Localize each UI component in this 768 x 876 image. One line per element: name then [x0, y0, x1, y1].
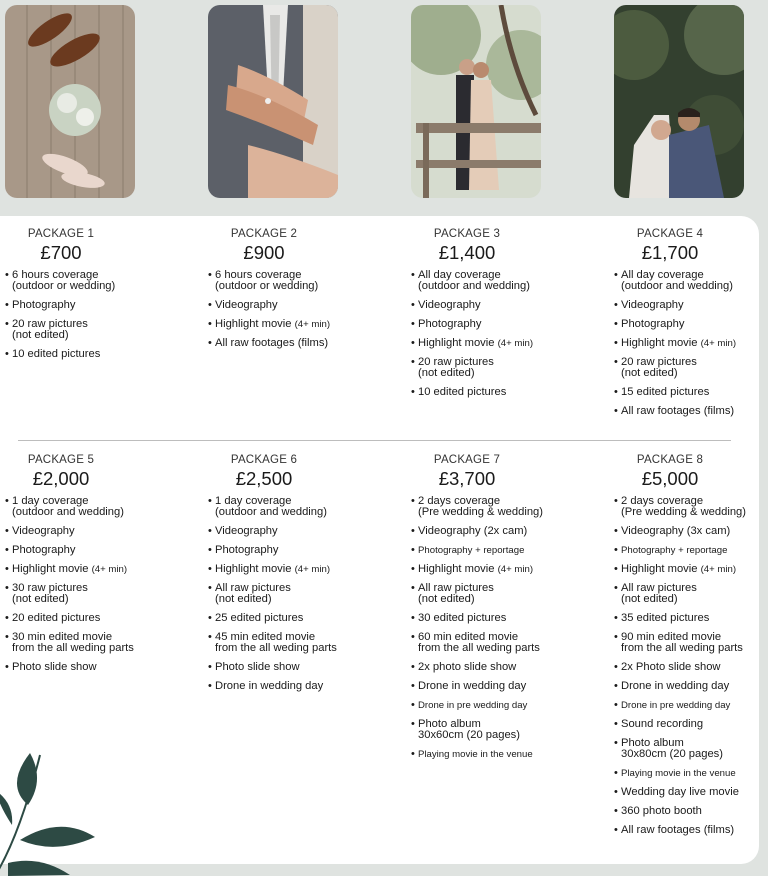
feature-item	[614, 338, 768, 349]
feature-line	[621, 526, 768, 537]
feature-text: Highlight movie	[418, 337, 495, 349]
feature-item	[614, 583, 768, 605]
feature-line	[418, 545, 581, 556]
feature-line	[621, 613, 768, 624]
feature-line	[215, 338, 378, 349]
feature-text: 60 min edited movie	[418, 631, 519, 643]
feature-text: 10 edited pictures	[12, 348, 101, 360]
package-7	[411, 454, 581, 768]
feature-subtext: (Pre wedding & wedding)	[418, 506, 543, 518]
feature-text: 30 min edited movie	[12, 631, 113, 643]
feature-line	[621, 700, 768, 711]
feature-line	[215, 545, 378, 556]
feature-item	[614, 632, 768, 654]
feature-text: 30 edited pictures	[418, 612, 507, 624]
feature-text: Videography (3x cam)	[621, 525, 731, 537]
feature-item	[614, 319, 768, 330]
feature-item	[614, 270, 768, 292]
package-name: PACKAGE 1	[27, 228, 95, 240]
package-price: £700	[40, 242, 82, 263]
feature-item	[5, 319, 175, 341]
feature-item	[614, 526, 768, 537]
package-3	[411, 228, 581, 406]
feature-text: All day coverage	[418, 269, 501, 281]
feature-item	[614, 564, 768, 575]
feature-subtext: (outdoor and wedding)	[418, 280, 530, 292]
feature-subtext: (outdoor and wedding)	[12, 506, 124, 518]
feature-list	[411, 270, 581, 398]
feature-item	[5, 564, 175, 575]
feature-subtext: (not edited)	[418, 367, 475, 379]
feature-item	[208, 681, 378, 692]
feature-item	[614, 662, 768, 673]
package-price: £2,000	[32, 468, 90, 489]
feature-line	[215, 613, 378, 624]
feature-line	[12, 349, 175, 360]
feature-line	[12, 613, 175, 624]
feature-item	[614, 357, 768, 379]
feature-text: 1 day coverage	[12, 495, 89, 507]
package-name: PACKAGE 2	[230, 228, 298, 240]
feature-item	[411, 583, 581, 605]
feature-item	[411, 319, 581, 330]
feature-item	[208, 319, 378, 330]
feature-text: 360 photo booth	[621, 805, 702, 817]
feature-subtext: (outdoor and wedding)	[621, 280, 733, 292]
feature-list	[208, 496, 378, 692]
feature-item	[411, 270, 581, 292]
feature-subtext: from the all weding parts	[621, 642, 743, 654]
feature-note: Drone in pre wedding day	[621, 700, 731, 711]
feature-item	[614, 787, 768, 798]
feature-item	[411, 632, 581, 654]
feature-line	[418, 564, 581, 575]
feature-line	[418, 300, 581, 311]
couple-in-garden-photo	[614, 5, 744, 198]
feature-text: Drone in wedding day	[215, 680, 324, 692]
feature-text: Photo slide show	[215, 661, 300, 673]
feature-text: Photo slide show	[12, 661, 97, 673]
feature-line	[215, 319, 378, 330]
feature-item	[5, 270, 175, 292]
feature-item	[208, 526, 378, 537]
feature-line	[418, 662, 581, 673]
feature-text: Highlight movie	[621, 337, 698, 349]
package-price: £1,700	[641, 242, 699, 263]
feature-text: Photography	[215, 544, 279, 556]
feature-text: 2x photo slide show	[418, 661, 517, 673]
feature-text: Highlight movie	[215, 318, 292, 330]
feature-text: 30 raw pictures	[12, 582, 88, 594]
feature-line	[621, 768, 768, 779]
feature-text: Videography	[621, 299, 684, 311]
feature-note: (4+ min)	[700, 338, 737, 349]
feature-note: (4+ min)	[497, 564, 534, 575]
feature-item	[5, 632, 175, 654]
package-4	[614, 228, 768, 425]
feature-item	[5, 613, 175, 624]
package-name: PACKAGE 7	[433, 454, 501, 466]
feature-subtext: (outdoor or wedding)	[215, 280, 319, 292]
feature-note: (4+ min)	[497, 338, 534, 349]
shoes-and-bouquet-photo	[5, 5, 135, 198]
package-name: PACKAGE 3	[433, 228, 501, 240]
feature-subtext: 30x80cm (20 pages)	[621, 748, 723, 760]
feature-item	[411, 749, 581, 760]
photo-strip	[0, 0, 768, 220]
feature-text: Videography	[215, 525, 278, 537]
feature-subtext: (not edited)	[215, 593, 272, 605]
feature-list	[5, 496, 175, 673]
feature-item	[411, 700, 581, 711]
feature-item	[5, 526, 175, 537]
feature-item	[208, 270, 378, 292]
feature-text: 20 raw pictures	[12, 318, 88, 330]
feature-subtext: (not edited)	[12, 593, 69, 605]
feature-text: All day coverage	[621, 269, 704, 281]
feature-line	[621, 719, 768, 730]
feature-list	[614, 496, 768, 836]
feature-item	[411, 564, 581, 575]
package-price: £1,400	[438, 242, 496, 263]
feature-item	[614, 300, 768, 311]
feature-item	[411, 613, 581, 624]
package-price: £3,700	[438, 468, 496, 489]
feature-text: 20 edited pictures	[12, 612, 101, 624]
package-name: PACKAGE 4	[636, 228, 704, 240]
feature-item	[614, 768, 768, 779]
feature-item	[208, 545, 378, 556]
feature-text: Photography	[418, 318, 482, 330]
feature-item	[208, 613, 378, 624]
feature-item	[208, 338, 378, 349]
feature-text: Highlight movie	[621, 563, 698, 575]
feature-line	[418, 338, 581, 349]
package-name: PACKAGE 6	[230, 454, 298, 466]
feature-text: Videography (2x cam)	[418, 525, 528, 537]
feature-item	[5, 662, 175, 673]
feature-item	[5, 583, 175, 605]
feature-line	[12, 662, 175, 673]
feature-item	[411, 681, 581, 692]
feature-item	[5, 496, 175, 518]
feature-item	[411, 387, 581, 398]
feature-note: (4+ min)	[91, 564, 128, 575]
feature-text: 6 hours coverage	[12, 269, 99, 281]
feature-text: 20 raw pictures	[621, 356, 697, 368]
feature-line	[12, 545, 175, 556]
feature-text: Photo album	[621, 737, 684, 749]
feature-item	[208, 564, 378, 575]
feature-subtext: from the all weding parts	[418, 642, 540, 654]
feature-item	[208, 496, 378, 518]
feature-note: (4+ min)	[700, 564, 737, 575]
package-2	[208, 228, 378, 357]
feature-subtext: (outdoor and wedding)	[215, 506, 327, 518]
feature-subtext: (outdoor or wedding)	[12, 280, 116, 292]
feature-text: 2x Photo slide show	[621, 661, 721, 673]
feature-line	[215, 300, 378, 311]
feature-text: Wedding day live movie	[621, 786, 739, 798]
feature-list	[5, 270, 175, 360]
feature-line	[621, 319, 768, 330]
feature-item	[411, 300, 581, 311]
feature-item	[5, 300, 175, 311]
hands-with-rings-photo	[208, 5, 338, 198]
couple-on-bridge-photo	[411, 5, 541, 198]
feature-subtext: (not edited)	[418, 593, 475, 605]
feature-line	[621, 662, 768, 673]
package-price: £900	[243, 242, 285, 263]
feature-item	[411, 662, 581, 673]
feature-text: 2 days coverage	[418, 495, 501, 507]
feature-list	[614, 270, 768, 417]
package-name: PACKAGE 5	[27, 454, 95, 466]
feature-item	[614, 406, 768, 417]
feature-item	[614, 806, 768, 817]
feature-subtext: from the all weding parts	[215, 642, 337, 654]
feature-line	[418, 700, 581, 711]
feature-text: 6 hours coverage	[215, 269, 302, 281]
feature-text: Drone in wedding day	[418, 680, 527, 692]
feature-line	[621, 787, 768, 798]
package-8	[614, 454, 768, 844]
feature-note: Playing movie in the venue	[418, 749, 533, 760]
feature-line	[621, 338, 768, 349]
feature-item	[614, 387, 768, 398]
feature-line	[418, 526, 581, 537]
feature-item	[411, 357, 581, 379]
feature-note: Playing movie in the venue	[621, 768, 736, 779]
feature-line	[418, 749, 581, 760]
package-price: £5,000	[641, 468, 699, 489]
feature-text: Photo album	[418, 718, 481, 730]
feature-item	[208, 632, 378, 654]
feature-item	[411, 496, 581, 518]
feature-item	[411, 719, 581, 741]
feature-text: All raw pictures	[621, 582, 697, 594]
feature-line	[621, 681, 768, 692]
feature-item	[5, 545, 175, 556]
feature-text: 45 min edited movie	[215, 631, 316, 643]
feature-text: 10 edited pictures	[418, 386, 507, 398]
feature-text: 15 edited pictures	[621, 386, 710, 398]
package-1	[5, 228, 175, 368]
feature-text: Highlight movie	[12, 563, 89, 575]
feature-line	[418, 613, 581, 624]
feature-line	[621, 545, 768, 556]
feature-text: All raw footages (films)	[621, 824, 735, 836]
feature-line	[621, 387, 768, 398]
feature-note: Drone in pre wedding day	[418, 700, 528, 711]
feature-text: Photography	[12, 299, 76, 311]
feature-subtext: 30x60cm (20 pages)	[418, 729, 520, 741]
feature-line	[12, 564, 175, 575]
feature-item	[411, 545, 581, 556]
feature-subtext: (not edited)	[621, 367, 678, 379]
feature-subtext: (Pre wedding & wedding)	[621, 506, 746, 518]
feature-item	[614, 700, 768, 711]
feature-text: Sound recording	[621, 718, 704, 730]
feature-text: Videography	[12, 525, 75, 537]
feature-line	[215, 564, 378, 575]
feature-item	[208, 662, 378, 673]
feature-text: 35 edited pictures	[621, 612, 710, 624]
package-5	[5, 454, 175, 681]
feature-line	[215, 681, 378, 692]
feature-item	[208, 300, 378, 311]
feature-line	[215, 662, 378, 673]
feature-line	[12, 300, 175, 311]
package-name: PACKAGE 8	[636, 454, 704, 466]
feature-text: All raw pictures	[215, 582, 291, 594]
feature-line	[621, 300, 768, 311]
feature-text: 2 days coverage	[621, 495, 704, 507]
feature-text: Photography	[621, 318, 685, 330]
feature-list	[208, 270, 378, 349]
feature-line	[621, 806, 768, 817]
feature-text: Highlight movie	[418, 563, 495, 575]
feature-line	[621, 564, 768, 575]
feature-note: (4+ min)	[294, 564, 331, 575]
feature-text: Drone in wedding day	[621, 680, 730, 692]
feature-text: Videography	[418, 299, 481, 311]
feature-item	[411, 338, 581, 349]
package-6	[208, 454, 378, 700]
feature-line	[418, 319, 581, 330]
feature-item	[614, 613, 768, 624]
feature-subtext: (not edited)	[621, 593, 678, 605]
feature-line	[621, 406, 768, 417]
feature-text: All raw pictures	[418, 582, 494, 594]
feature-text: Videography	[215, 299, 278, 311]
feature-text: All raw footages (films)	[215, 337, 329, 349]
feature-note: Photography + reportage	[621, 545, 728, 556]
feature-line	[215, 526, 378, 537]
package-price: £2,500	[235, 468, 293, 489]
feature-line	[12, 526, 175, 537]
feature-item	[614, 825, 768, 836]
feature-text: All raw footages (films)	[621, 405, 735, 417]
feature-text: 90 min edited movie	[621, 631, 722, 643]
feature-list	[411, 496, 581, 760]
feature-note: Photography + reportage	[418, 545, 525, 556]
feature-line	[418, 387, 581, 398]
feature-item	[614, 496, 768, 518]
feature-line	[418, 681, 581, 692]
leaf-branch-icon	[0, 745, 100, 876]
feature-text: 20 raw pictures	[418, 356, 494, 368]
feature-text: 1 day coverage	[215, 495, 292, 507]
feature-line	[621, 825, 768, 836]
feature-item	[411, 526, 581, 537]
feature-note: (4+ min)	[294, 319, 331, 330]
feature-item	[614, 681, 768, 692]
feature-item	[5, 349, 175, 360]
feature-text: 25 edited pictures	[215, 612, 304, 624]
feature-subtext: from the all weding parts	[12, 642, 134, 654]
feature-item	[614, 545, 768, 556]
feature-subtext: (not edited)	[12, 329, 69, 341]
feature-item	[614, 738, 768, 760]
feature-item	[614, 719, 768, 730]
feature-text: Photography	[12, 544, 76, 556]
feature-item	[208, 583, 378, 605]
feature-text: Highlight movie	[215, 563, 292, 575]
row-divider	[18, 440, 731, 441]
